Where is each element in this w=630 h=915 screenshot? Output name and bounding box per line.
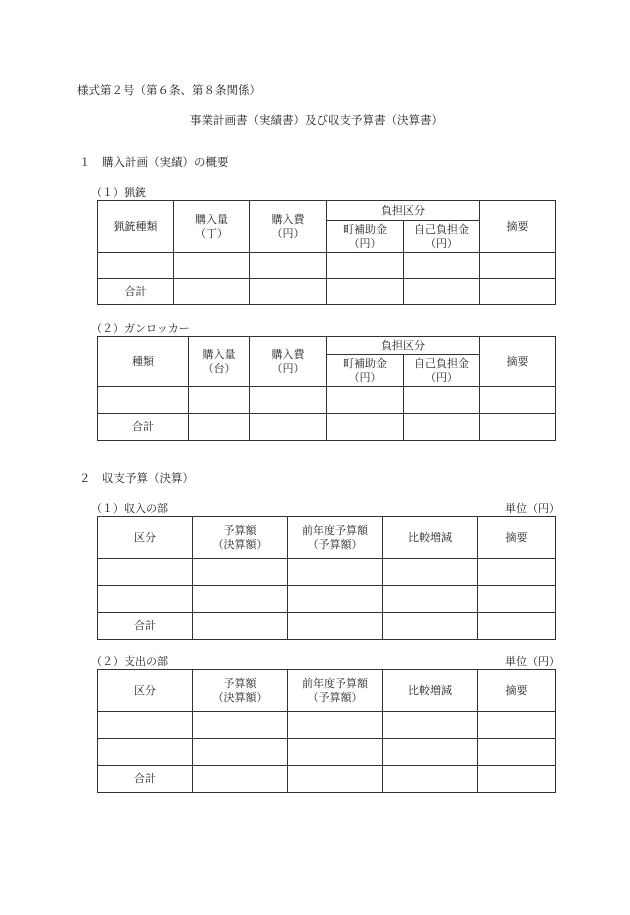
input-cell[interactable] [480,414,556,441]
header-remarks: 摘要 [478,517,556,559]
input-cell[interactable] [193,586,288,613]
header-town-subsidy: 町補助金 （円） [327,221,404,253]
header-category: 区分 [98,670,193,712]
input-cell[interactable] [288,712,383,739]
input-cell[interactable] [480,253,556,279]
input-cell[interactable] [478,712,556,739]
input-cell[interactable] [288,559,383,586]
input-cell[interactable] [98,712,193,739]
header-remarks: 摘要 [480,201,556,253]
input-cell[interactable] [383,739,478,766]
header-previous-budget: 前年度予算額 （予算額） [288,517,383,559]
header-category: 区分 [98,517,193,559]
input-cell[interactable] [193,766,288,793]
expense-subheading: （２）支出の部 [91,655,168,668]
header-self-burden: 自己負担金 （円） [404,221,480,253]
input-cell[interactable] [98,739,193,766]
income-table [97,516,556,640]
input-cell[interactable] [174,253,250,279]
header-budget-amount: 予算額 （決算額） [193,517,288,559]
total-row [98,279,556,305]
input-cell[interactable] [250,414,327,441]
input-cell[interactable] [193,712,288,739]
input-cell[interactable] [383,766,478,793]
table-row [98,739,556,766]
total-label: 合計 [98,279,174,305]
gun-locker-subheading: （２）ガンロッカー [91,322,190,335]
input-cell[interactable] [288,586,383,613]
input-cell[interactable] [98,387,189,414]
total-label: 合計 [98,414,189,441]
header-burden-division: 負担区分 [327,337,480,355]
header-burden-division: 負担区分 [327,201,480,221]
header-previous-budget: 前年度予算額 （予算額） [288,670,383,712]
expense-table [97,669,556,793]
header-remarks: 摘要 [478,670,556,712]
input-cell[interactable] [98,253,174,279]
input-cell[interactable] [480,387,556,414]
header-remarks: 摘要 [480,337,556,387]
header-purchase-qty: 購入量 （丁） [174,201,250,253]
table-row [98,387,556,414]
table-row [98,559,556,586]
input-cell[interactable] [480,279,556,305]
input-cell[interactable] [98,586,193,613]
input-cell[interactable] [327,279,404,305]
header-purchase-cost: 購入費 （円） [250,337,327,387]
table-row [98,253,556,279]
table-row [98,586,556,613]
input-cell[interactable] [478,766,556,793]
header-town-subsidy: 町補助金 （円） [327,355,404,387]
input-cell[interactable] [174,279,250,305]
input-cell[interactable] [189,414,250,441]
input-cell[interactable] [193,613,288,640]
input-cell[interactable] [383,559,478,586]
document-title: 事業計画書（実績書）及び収支予算書（決算書） [190,113,443,127]
header-comparison: 比較増減 [383,670,478,712]
input-cell[interactable] [250,253,327,279]
form-number: 様式第２号（第６条、第８条関係） [77,83,261,97]
input-cell[interactable] [288,613,383,640]
input-cell[interactable] [193,739,288,766]
input-cell[interactable] [193,559,288,586]
header-purchase-cost: 購入費 （円） [250,201,327,253]
input-cell[interactable] [327,387,404,414]
header-self-burden: 自己負担金 （円） [404,355,480,387]
header-firearm-type: 猟銃種類 [98,201,174,253]
total-label: 合計 [98,613,193,640]
total-label: 合計 [98,766,193,793]
input-cell[interactable] [404,387,480,414]
total-row [98,613,556,640]
input-cell[interactable] [327,414,404,441]
input-cell[interactable] [478,559,556,586]
income-subheading: （１）収入の部 [91,502,168,515]
firearm-table [97,200,556,305]
income-unit: 単位（円） [505,502,560,515]
input-cell[interactable] [383,712,478,739]
input-cell[interactable] [478,613,556,640]
input-cell[interactable] [288,739,383,766]
total-row [98,766,556,793]
header-comparison: 比較増減 [383,517,478,559]
header-budget-amount: 予算額 （決算額） [193,670,288,712]
input-cell[interactable] [478,586,556,613]
input-cell[interactable] [189,387,250,414]
input-cell[interactable] [383,613,478,640]
input-cell[interactable] [478,739,556,766]
expense-unit: 単位（円） [505,655,560,668]
input-cell[interactable] [404,253,480,279]
input-cell[interactable] [327,253,404,279]
input-cell[interactable] [98,559,193,586]
input-cell[interactable] [250,279,327,305]
input-cell[interactable] [250,387,327,414]
section1-heading: １ 購入計画（実績）の概要 [79,155,229,169]
section2-heading: ２ 収支予算（決算） [79,471,194,485]
total-row [98,414,556,441]
firearm-subheading: （１）猟銃 [91,186,146,199]
input-cell[interactable] [383,586,478,613]
header-purchase-qty: 購入量 （台） [189,337,250,387]
input-cell[interactable] [404,279,480,305]
input-cell[interactable] [288,766,383,793]
header-locker-type: 種類 [98,337,189,387]
gun-locker-table [97,336,556,441]
input-cell[interactable] [404,414,480,441]
table-row [98,712,556,739]
